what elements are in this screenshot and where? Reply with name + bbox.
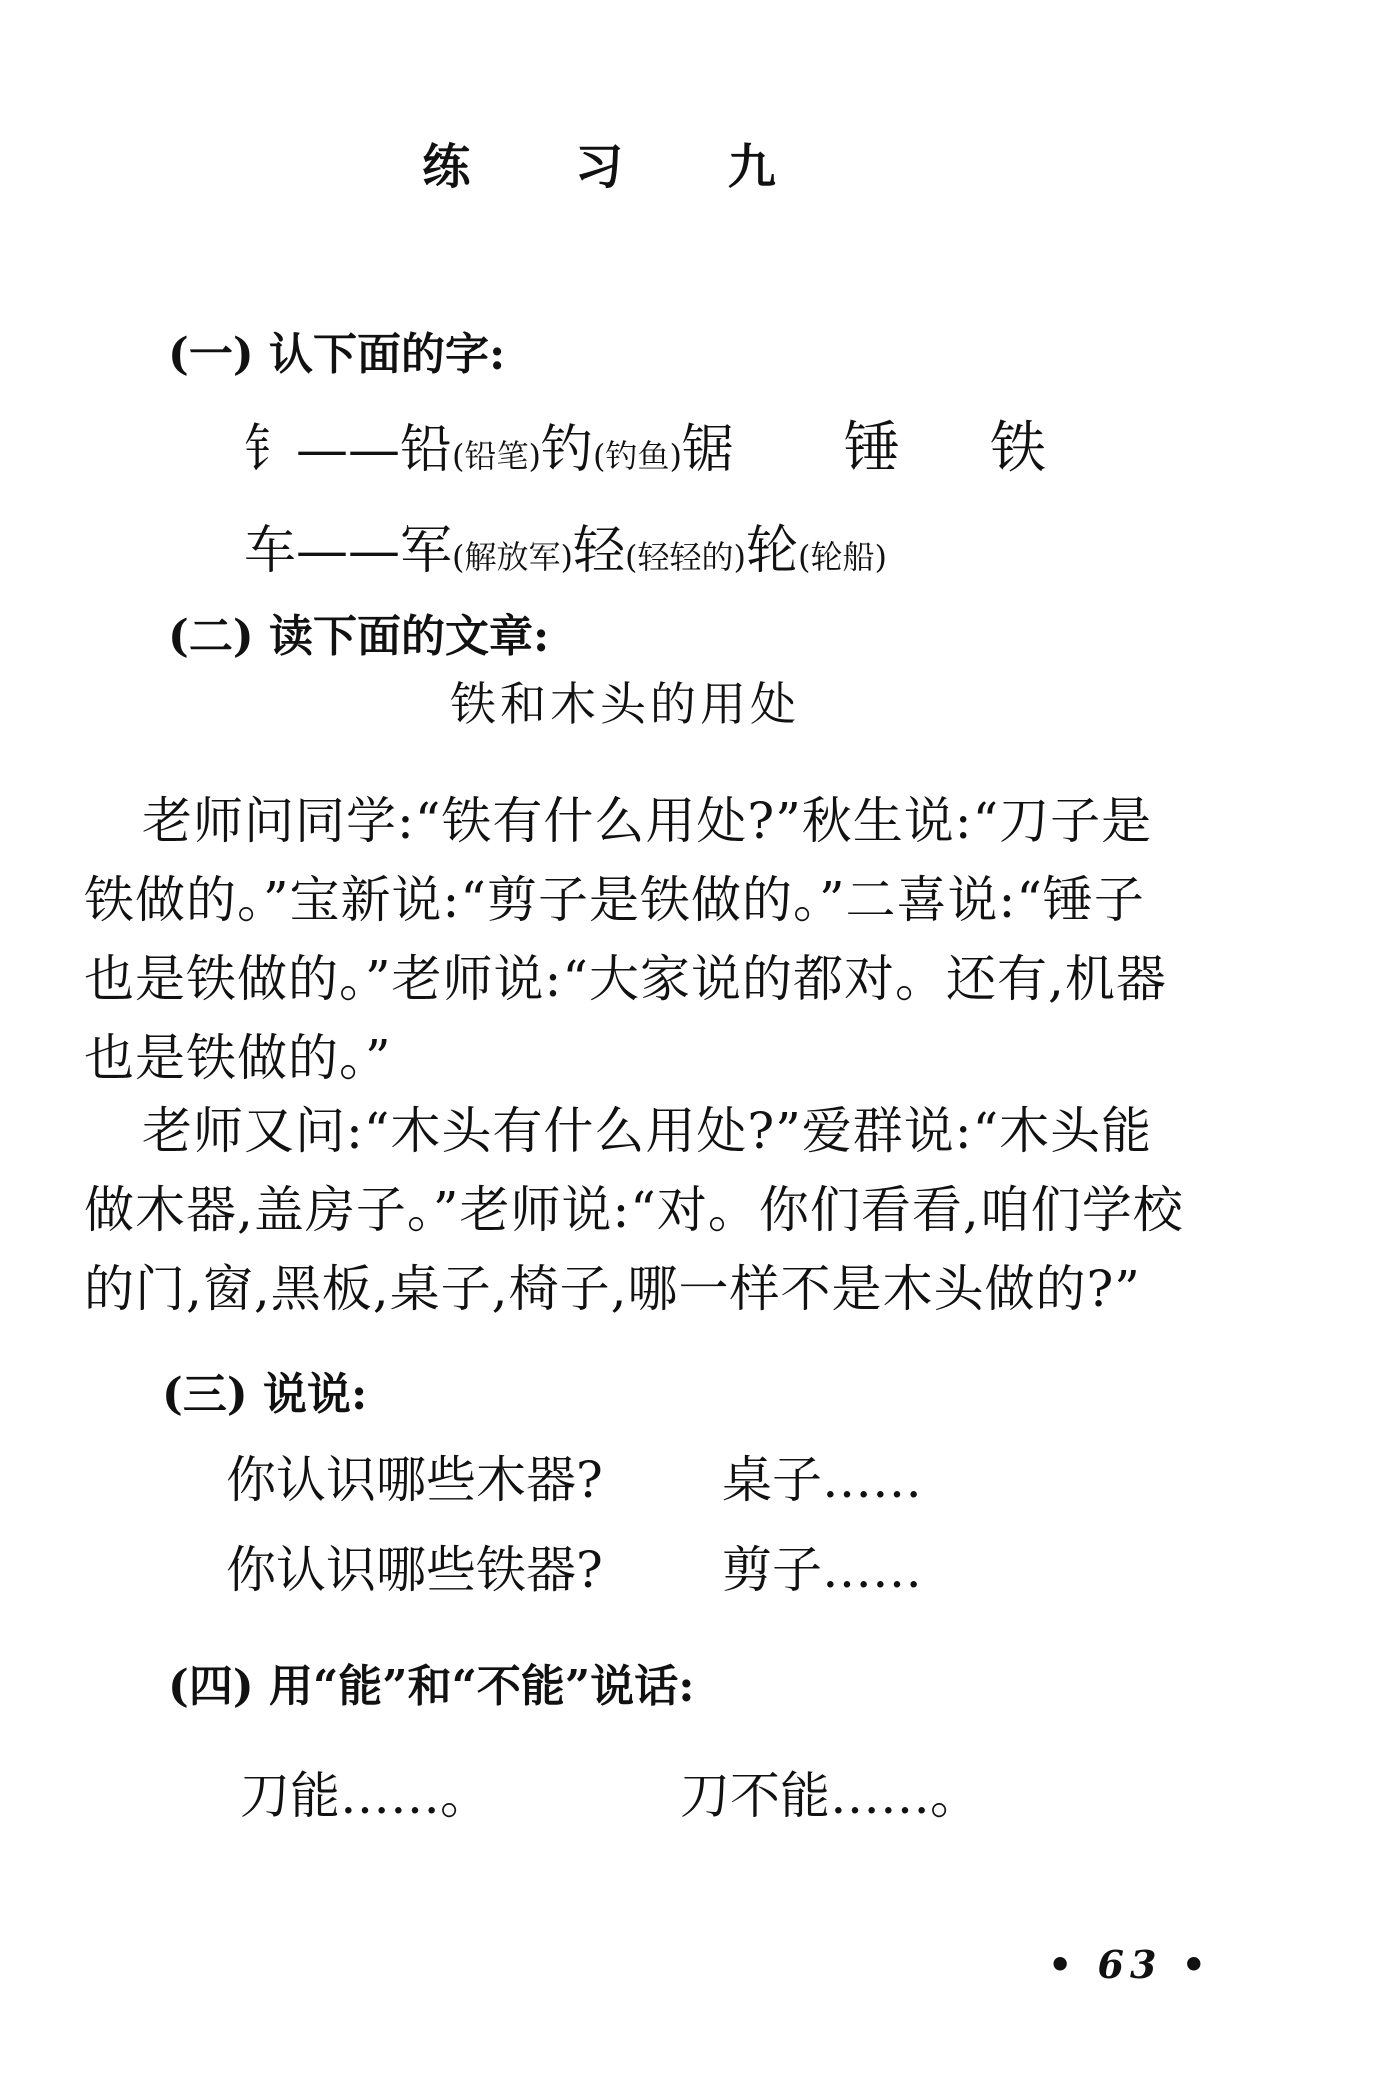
word-qianbi: (铅笔) (452, 437, 542, 475)
knife-cannot: 刀不能……。 (680, 1767, 980, 1825)
char-jun: 军 (400, 521, 453, 581)
article-paragraph-2: 老师又问:“木头有什么用处?”爱群说:“木头能做木器,盖房子。”老师说:“对。你们看看,咱们学校的门,窗,黑板,桌子,椅子,哪一样不是木头做的?” (84, 1102, 1184, 1318)
char-diao: 钓 (541, 420, 594, 480)
section-1-heading: (一) 认下面的字: (168, 329, 506, 380)
page-title: 练 习 九 (422, 139, 820, 195)
radical-metal: 钅 (244, 420, 297, 480)
page-number: • 63 • (1048, 1942, 1212, 1987)
word-diaoyu: (钓鱼) (593, 437, 683, 475)
article-title: 铁和木头的用处 (450, 677, 800, 731)
answer-iron: 剪子…… (722, 1541, 922, 1599)
char-lun: 轮 (746, 521, 799, 581)
section-3-heading: (三) 说说: (162, 1369, 368, 1420)
radical-vehicle: 车 (244, 521, 297, 581)
question-iron: 你认识哪些铁器? (226, 1541, 603, 1599)
radical-row-vehicle (244, 508, 887, 583)
char-ju: 锯 (682, 420, 735, 480)
char-tie: 铁 (990, 416, 1047, 481)
question-wood: 你认识哪些木器? (226, 1451, 603, 1509)
word-jiefangjun: (解放军) (452, 538, 574, 576)
char-qing: 轻 (573, 521, 626, 581)
answer-wood: 桌子…… (722, 1451, 922, 1509)
word-qingqingde: (轻轻的) (625, 538, 747, 576)
word-lunchuan: (轮船) (798, 538, 888, 576)
radical-row-metal (244, 404, 1046, 484)
knife-can: 刀能……。 (240, 1767, 490, 1825)
char-qian: 铅 (400, 420, 453, 480)
section-4-heading: (四) 用“能”和“不能”说话: (168, 1661, 695, 1712)
radical-dash: —— (296, 521, 401, 581)
char-chui: 锤 (844, 416, 901, 481)
article-paragraph-1: 老师问同学:“铁有什么用处?”秋生说:“刀子是铁做的。”宝新说:“剪子是铁做的。”二喜说:“锤子也是铁做的。”老师说:“大家说的都对。还有,机器也是铁做的。” (84, 792, 1167, 1087)
radical-dash: —— (296, 420, 401, 480)
section-2-heading: (二) 读下面的文章: (168, 611, 550, 662)
